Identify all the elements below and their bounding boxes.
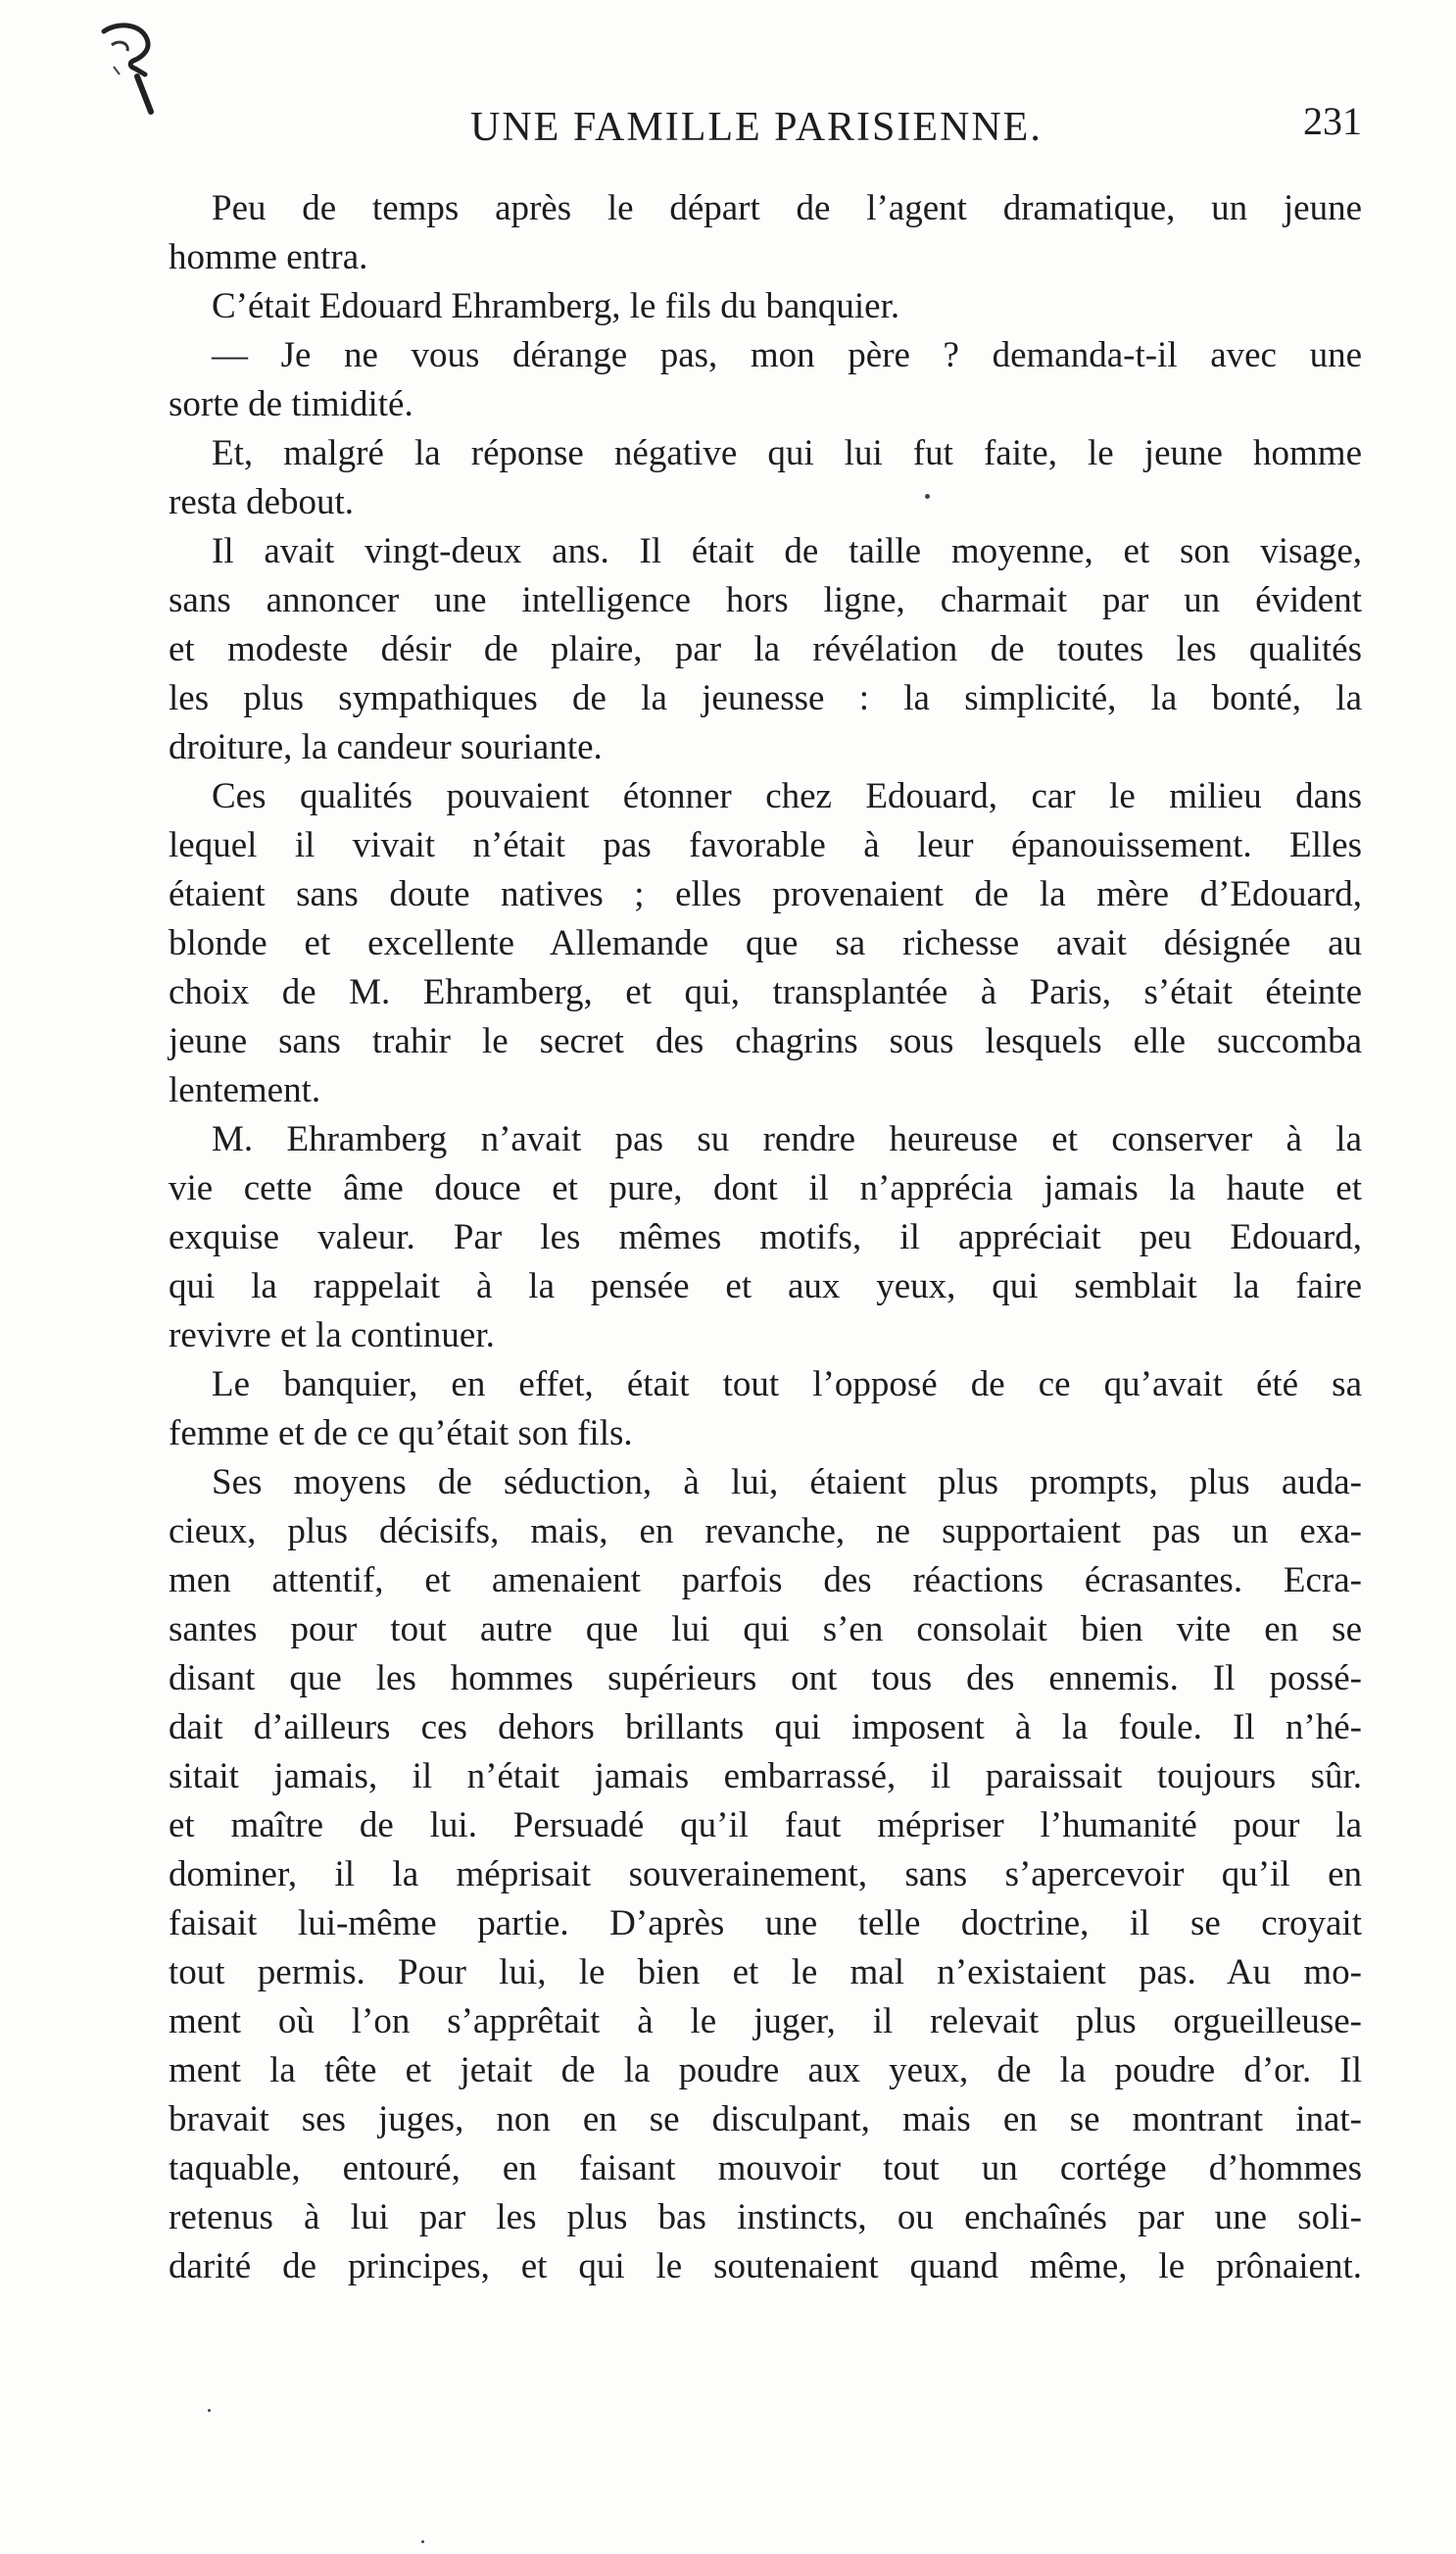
text-line: resta debout. bbox=[169, 482, 355, 522]
text-line: femme et de ce qu’était son fils. bbox=[169, 1413, 633, 1453]
text-line: Et, malgré la réponse négative qui lui fut faite, le jeune homme bbox=[212, 433, 1362, 473]
page-number: 231 bbox=[1303, 99, 1362, 143]
text-line: ment où l’on s’apprêtait à le juger, il relevait plus orgueilleuse- bbox=[169, 2001, 1362, 2041]
text-line: revivre et la continuer. bbox=[169, 1315, 495, 1355]
print-speck bbox=[421, 2540, 424, 2543]
text-line: santes pour tout autre que lui qui s’en consolait bien vite en se bbox=[169, 1609, 1362, 1649]
text-line: taquable, entouré, en faisant mouvoir tout un cortége d’hommes bbox=[169, 2148, 1362, 2188]
text-line: bravait ses juges, non en se disculpant, mais en se montrant inat- bbox=[169, 2099, 1362, 2139]
text-line: men attentif, et amenaient parfois des réactions écrasantes. Ecra- bbox=[169, 1560, 1362, 1600]
text-line: Ces qualités pouvaient étonner chez Edouard, car le milieu dans bbox=[212, 776, 1362, 816]
text-line: C’était Edouard Ehramberg, le fils du banquier. bbox=[212, 286, 900, 326]
text-line: faisait lui-même partie. D’après une telle doctrine, il se croyait bbox=[169, 1903, 1362, 1943]
text-line: qui la rappelait à la pensée et aux yeux, qui semblait la faire bbox=[169, 1266, 1362, 1306]
text-line: Peu de temps après le départ de l’agent dramatique, un jeune bbox=[212, 188, 1362, 228]
text-line: darité de principes, et qui le soutenaient quand même, le prônaient. bbox=[169, 2246, 1362, 2286]
text-line: sitait jamais, il n’était jamais embarrassé, il paraissait toujours sûr. bbox=[169, 1756, 1362, 1796]
text-line: disant que les hommes supérieurs ont tous des ennemis. Il possé- bbox=[169, 1658, 1362, 1698]
text-line: ment la tête et jetait de la poudre aux yeux, de la poudre d’or. Il bbox=[169, 2050, 1362, 2090]
text-line: — Je ne vous dérange pas, mon père ? demanda-t-il avec une bbox=[212, 335, 1362, 375]
text-line: Il avait vingt-deux ans. Il était de taille moyenne, et son visage, bbox=[212, 531, 1362, 571]
text-line: étaient sans doute natives ; elles provenaient de la mère d’Edouard, bbox=[169, 874, 1362, 914]
body-text bbox=[169, 184, 1362, 2291]
text-line: jeune sans trahir le secret des chagrins sous lesquels elle succomba bbox=[169, 1021, 1362, 1061]
text-line: M. Ehramberg n’avait pas su rendre heureuse et conserver à la bbox=[212, 1119, 1362, 1159]
text-line: lentement. bbox=[169, 1070, 321, 1110]
text-line: et modeste désir de plaire, par la révélation de toutes les qualités bbox=[169, 629, 1362, 669]
text-line: sorte de timidité. bbox=[169, 384, 413, 424]
text-line: sans annoncer une intelligence hors ligne, charmait par un évident bbox=[169, 580, 1362, 620]
text-line: Ses moyens de séduction, à lui, étaient plus prompts, plus auda- bbox=[212, 1462, 1362, 1502]
text-line: Le banquier, en effet, était tout l’opposé de ce qu’avait été sa bbox=[212, 1364, 1362, 1404]
text-line: exquise valeur. Par les mêmes motifs, il appréciait peu Edouard, bbox=[169, 1217, 1362, 1257]
text-line: homme entra. bbox=[169, 237, 368, 277]
text-line: droiture, la candeur souriante. bbox=[169, 727, 603, 767]
text-line: cieux, plus décisifs, mais, en revanche, ne supportaient pas un exa- bbox=[169, 1511, 1362, 1551]
text-line: et maître de lui. Persuadé qu’il faut mépriser l’humanité pour la bbox=[169, 1805, 1362, 1845]
print-speck bbox=[208, 2409, 211, 2412]
text-line: dominer, il la méprisait souverainement, sans s’apercevoir qu’il en bbox=[169, 1854, 1362, 1894]
text-line: choix de M. Ehramberg, et qui, transplantée à Paris, s’était éteinte bbox=[169, 972, 1362, 1012]
text-line: dait d’ailleurs ces dehors brillants qui imposent à la foule. Il n’hé- bbox=[169, 1707, 1362, 1747]
text-line: blonde et excellente Allemande que sa richesse avait désignée au bbox=[169, 923, 1362, 963]
text-line: retenus à lui par les plus bas instincts, ou enchaînés par une soli- bbox=[169, 2197, 1362, 2237]
print-speck bbox=[925, 494, 930, 499]
ornament-mark-icon bbox=[90, 18, 169, 125]
running-head bbox=[167, 96, 1362, 155]
text-line: vie cette âme douce et pure, dont il n’apprécia jamais la haute et bbox=[169, 1168, 1362, 1208]
text-line: lequel il vivait n’était pas favorable à leur épanouissement. Elles bbox=[169, 825, 1362, 865]
running-title: UNE FAMILLE PARISIENNE. bbox=[470, 105, 1043, 150]
text-line: tout permis. Pour lui, le bien et le mal n’existaient pas. Au mo- bbox=[169, 1952, 1362, 1992]
text-line: les plus sympathiques de la jeunesse : la simplicité, la bonté, la bbox=[169, 678, 1362, 718]
